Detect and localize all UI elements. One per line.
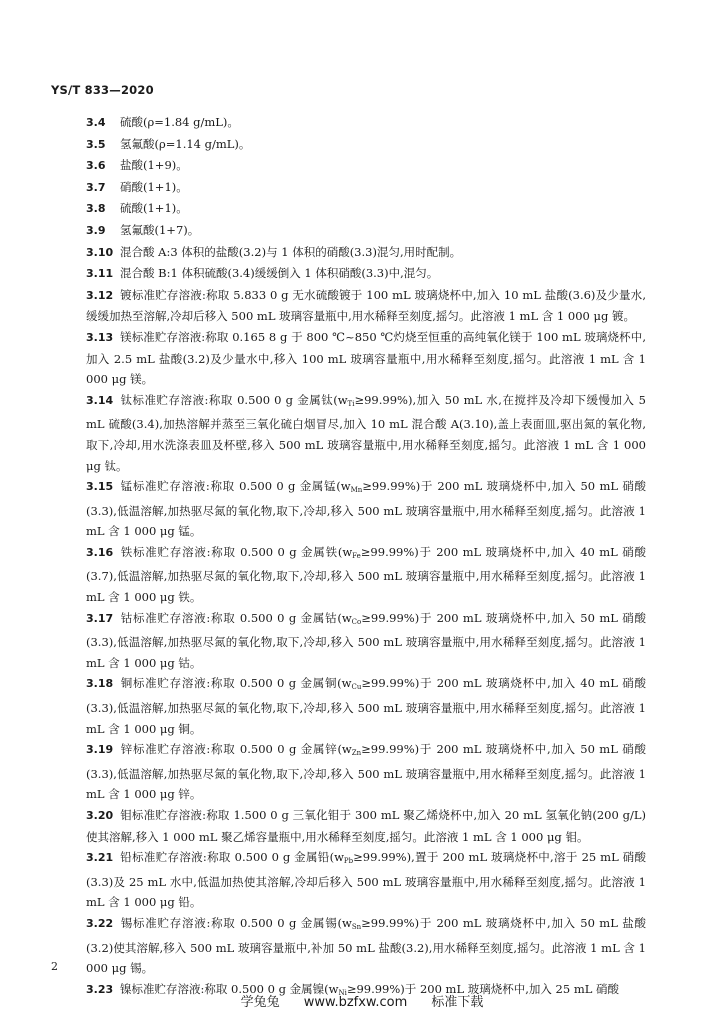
subscript: Co	[351, 617, 362, 626]
standard-code-header: YS/T 833—2020	[51, 83, 154, 97]
clause-3-20	[86, 805, 646, 847]
clause-text: 盐酸(1+9)。	[120, 158, 188, 173]
clause-text: 硝酸(1+1)。	[120, 179, 188, 194]
clause-text-cont: ≥99.99%),置于 200 mL 玻璃烧杯中,溶于 25 mL 硝酸(3.3)及 25 mL 水中,低温加热使其溶解,冷却后移入 500 mL 玻璃容量瓶中,用水稀释至刻度,摇匀。此溶液 1 mL 含 1 000 μg 铅。	[86, 850, 646, 910]
clause-3-6	[86, 155, 646, 177]
clause-text: 钴标准贮存溶液:称取 0.500 0 g 金属钴(w	[120, 610, 352, 625]
clause-text: 硫酸(1+1)。	[120, 201, 188, 216]
clause-number: 3.12	[86, 288, 114, 302]
clause-3-22	[86, 913, 646, 979]
clause-number: 3.4	[86, 116, 106, 129]
clause-3-12	[86, 285, 646, 327]
clause-3-14	[86, 390, 646, 476]
clause-number: 3.15	[86, 480, 114, 494]
clause-text: 镍标准贮存溶液:称取 0.500 0 g 金属镍(w	[120, 981, 339, 996]
clause-3-15	[86, 476, 646, 542]
clause-text: 铅标准贮存溶液:称取 0.500 0 g 金属铅(w	[120, 850, 344, 865]
clause-number: 3.8	[86, 202, 106, 216]
document-body	[86, 112, 646, 1003]
subscript: Ti	[347, 399, 355, 408]
clause-3-8	[86, 198, 646, 220]
clause-text-cont: ≥99.99%)于 200 mL 玻璃烧杯中,加入 50 mL 硝酸(3.3),低温溶解,加热驱尽氮的氧化物,取下,冷却,移入 500 mL 玻璃容量瓶中,用水稀释至刻度,摇匀。此溶液 1 mL 含 1 000 μg 锰。	[86, 479, 646, 539]
clause-number: 3.11	[86, 267, 114, 281]
clause-3-13	[86, 327, 646, 390]
clause-3-11	[86, 263, 646, 285]
clause-text: 钼标准贮存溶液:称取 1.500 0 g 三氧化钼于 300 mL 聚乙烯烧杯中,加入 20 mL 氢氧化钠(200 g/L)使其溶解,移入 1 000 mL 聚乙烯容量瓶中,用水稀释至刻度,摇匀。此溶液 1 mL 含 1 000 μg 钼。	[86, 808, 646, 844]
subscript: Zn	[351, 749, 362, 758]
subscript: Fe	[352, 551, 361, 560]
subscript: Cu	[351, 683, 362, 692]
clause-text: 混合酸 A:3 体积的盐酸(3.2)与 1 体积的硝酸(3.3)混匀,用时配制。	[120, 244, 462, 259]
clause-3-19	[86, 739, 646, 805]
clause-number: 3.22	[86, 916, 114, 930]
clause-number: 3.7	[86, 180, 106, 194]
clause-number: 3.23	[86, 982, 114, 996]
clause-3-7	[86, 177, 646, 199]
subscript: Sn	[351, 922, 362, 931]
subscript: Pb	[343, 857, 354, 866]
clause-text: 镀标准贮存溶液:称取 5.833 0 g 无水硫酸镀于 100 mL 玻璃烧杯中,加入 10 mL 盐酸(3.6)及少量水,缓缓加热至溶解,冷却后移入 500 mL 玻璃容量瓶中,用水稀释至刻度,摇匀。此溶液 1 mL 含 1 000 μg 镀。	[86, 287, 646, 324]
page-number: 2	[51, 960, 58, 973]
clause-text: 锡标准贮存溶液:称取 0.500 0 g 金属锡(w	[120, 915, 352, 930]
subscript: Ni	[338, 988, 347, 997]
clause-text-cont: ≥99.99%)于 200 mL 玻璃烧杯中,加入 25 mL 硝酸	[346, 981, 620, 996]
footer-site-name: 学兔兔	[240, 995, 280, 1010]
clause-number: 3.14	[86, 393, 114, 407]
clause-text-cont: ≥99.99%)于 200 mL 玻璃烧杯中,加入 50 mL 硝酸(3.3),低温溶解,加热驱尽氮的氧化物,取下,冷却,移入 500 mL 玻璃容量瓶中,用水稀释至刻度,摇匀。此溶液 1 mL 含 1 000 μg 锌。	[86, 742, 646, 802]
clause-text: 锌标准贮存溶液:称取 0.500 0 g 金属锌(w	[120, 742, 352, 757]
clause-text: 锰标准贮存溶液:称取 0.500 0 g 金属锰(w	[120, 479, 351, 494]
clause-number: 3.21	[86, 851, 114, 865]
clause-number: 3.16	[86, 545, 114, 559]
clause-number: 3.17	[86, 611, 114, 625]
footer-url[interactable]: www.bzfxw.com	[303, 995, 408, 1010]
clause-number: 3.10	[86, 245, 114, 259]
clause-3-17	[86, 608, 646, 674]
clause-3-18	[86, 673, 646, 739]
clause-text: 氢氟酸(1+7)。	[120, 222, 200, 237]
clause-3-21	[86, 847, 646, 913]
clause-3-5	[86, 134, 646, 156]
clause-text: 钛标准贮存溶液:称取 0.500 0 g 金属钛(w	[120, 392, 348, 407]
clause-text-cont: ≥99.99%)于 200 mL 玻璃烧杯中,加入 50 mL 盐酸(3.2)使其溶解,移入 500 mL 玻璃容量瓶中,补加 50 mL 盐酸(3.2),用水稀释至刻度,摇匀。此溶液 1 mL 含 1 000 μg 锡。	[86, 915, 646, 976]
clause-text: 硫酸(ρ=1.84 g/mL)。	[120, 115, 239, 129]
clause-text: 铜标准贮存溶液:称取 0.500 0 g 金属铜(w	[120, 676, 352, 691]
clause-text: 铁标准贮存溶液:称取 0.500 0 g 金属铁(w	[120, 544, 353, 559]
clause-3-10	[86, 242, 646, 264]
clause-text-cont: ≥99.99%),加入 50 mL 水,在搅拌及冷却下缓慢加入 5 mL 硫酸(3.4),加热溶解并蒸至三氧化硫白烟冒尽,加入 10 mL 混合酸 A(3.10),盖上表面皿,驱出氮的氧化物,取下,冷却,用水洗涤表皿及杯壁,移入 500 mL 玻璃容量瓶中,用水稀释至刻度,摇匀。此溶液 1 mL 含 1 000 μg 钛。	[86, 392, 646, 473]
clause-number: 3.20	[86, 809, 114, 822]
clause-3-4	[86, 112, 646, 134]
clause-number: 3.5	[86, 137, 106, 151]
subscript: Mn	[350, 486, 363, 495]
clause-text: 混合酸 B:1 体积硫酸(3.4)缓缓倒入 1 体积硝酸(3.3)中,混匀。	[120, 266, 439, 281]
clause-number: 3.13	[86, 330, 114, 344]
clause-number: 3.18	[86, 677, 114, 691]
clause-number: 3.19	[86, 743, 114, 757]
clause-number: 3.9	[86, 223, 106, 237]
clause-text-cont: ≥99.99%)于 200 mL 玻璃烧杯中,加入 50 mL 硝酸(3.3),低温溶解,加热驱尽氮的氧化物,取下,冷却,移入 500 mL 玻璃容量瓶中,用水稀释至刻度,摇匀。此溶液 1 mL 含 1 000 μg 钴。	[86, 610, 646, 670]
footer-slogan: 标准下载	[431, 995, 484, 1010]
clause-text-cont: ≥99.99%)于 200 mL 玻璃烧杯中,加入 40 mL 硝酸(3.3),低温溶解,加热驱尽氮的氧化物,取下,冷却,移入 500 mL 玻璃容量瓶中,用水稀释至刻度,摇匀。此溶液 1 mL 含 1 000 μg 铜。	[86, 676, 646, 736]
clause-text: 氢氟酸(ρ=1.14 g/mL)。	[120, 136, 251, 151]
clause-number: 3.6	[86, 159, 106, 173]
clause-text-cont: ≥99.99%)于 200 mL 玻璃烧杯中,加入 40 mL 硝酸(3.7),低温溶解,加热驱尽氮的氧化物,取下,冷却,移入 500 mL 玻璃容量瓶中,用水稀释至刻度,摇匀。此溶液 1 mL 含 1 000 μg 铁。	[86, 544, 646, 605]
clause-text: 镁标准贮存溶液:称取 0.165 8 g 于 800 ℃~850 ℃灼烧至恒重的高纯氧化镁于 100 mL 玻璃烧杯中,加入 2.5 mL 盐酸(3.2)及少量水中,移入 100 mL 玻璃容量瓶中,用水稀释至刻度,摇匀。此溶液 1 mL 含 1 000 μg 镁。	[86, 329, 646, 387]
clause-3-9	[86, 220, 646, 242]
clause-3-16	[86, 542, 646, 608]
